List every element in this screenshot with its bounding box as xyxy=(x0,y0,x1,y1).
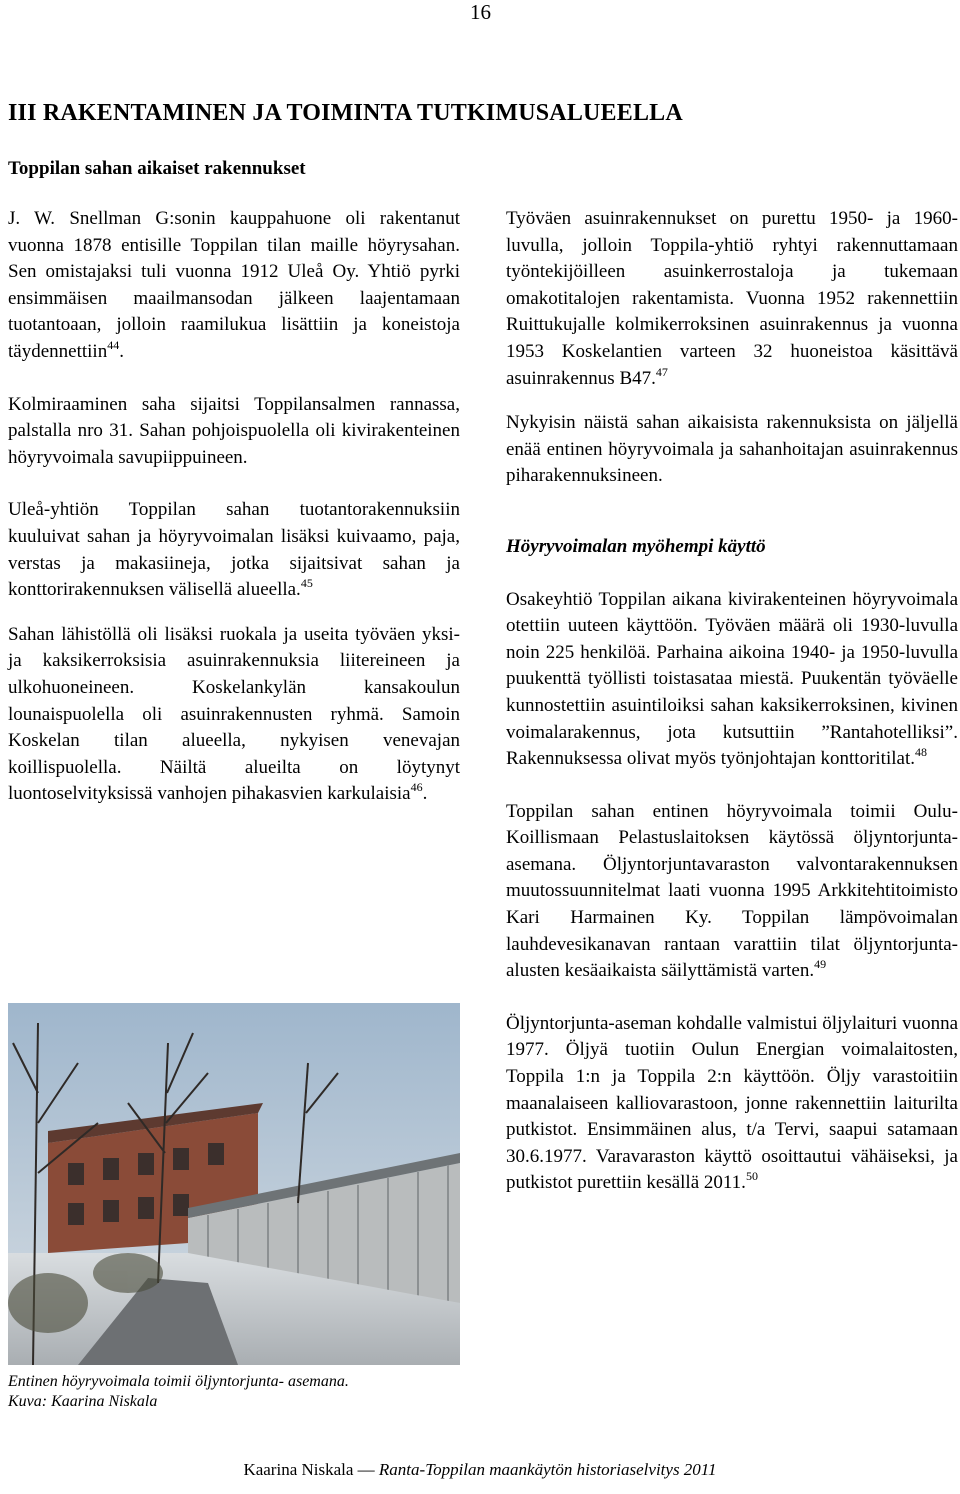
photo-steam-power-plant xyxy=(8,1003,460,1365)
paragraph: Nykyisin näistä sahan aikaisista rakennuksista on jäljellä enää entinen höyryvoimala ja sahanhoitajan asuinrakennus piharakennuksineen. xyxy=(506,412,958,487)
paragraph: J. W. Snellman G:sonin kauppahuone oli rakentanut vuonna 1878 entisille Toppilan tilan maille höyrysahan. Sen omistajaksi tuli vuonna 1912 Uleå Oy. Yhtiö pyrki ensimmäisen maailmansodan jälkeen laajentamaan tuotantoaan, jolloin raamilukua lisättiin ja koneistoja täydennettiin$^{44}$. xyxy=(8,208,460,362)
paragraph: Öljyntorjunta-aseman kohdalle valmistui öljylaituri vuonna 1977. Öljyä tuotiin Oulun Energian voimalaitosten, Toppila 1:n ja Toppila 2:n käyttöön. Öljy varastoitiin maanalaiseen kalliovarastoon, jonne rakennettiin laiturilta putkistot. Ensimmäinen alus, t/a Tervi, saapui satamaan 30.6.1977. Varavaraston käyttö osoittautui vähäiseksi, ja putkistot purettiin kesällä 2011.50 xyxy=(506,1012,958,1194)
footnote-ref: 47 xyxy=(655,364,668,379)
right-column xyxy=(506,206,958,1197)
photo-illustration xyxy=(8,1003,460,1365)
paragraph: Toppilan sahan entinen höyryvoimala toimii Oulu-Koillismaan Pelastuslaitoksen käytössä öljyntorjunta-asemana. Öljyntorjuntavaraston valvontarakennuksen muutossuunnitelmat laati vuonna 1995 Arkkitehtitoimisto Kari Harmainen Ky. Toppilan lämpövoimalan lauhdevesikanavan rantaan varattiin tilat öljyntorjunta-alusten kesäaikaista säilyttämistä varten.$^{49}$ xyxy=(506,800,958,982)
footnote-ref: 45 xyxy=(300,576,313,591)
page-footer: Kaarina Niskala — Ranta-Toppilan maankäytön historiaselvitys 2011 xyxy=(243,1460,717,1479)
paragraph: Uleå-yhtiön Toppilan sahan tuotantorakennuksiin kuuluivat sahan ja höyryvoimalan lisäksi kuivaamo, paja, verstas ja makasiineja, jotka sijaitsivat sahan ja konttorirakennuksen välisellä alueella.$^{45}$ xyxy=(8,499,460,601)
footnote-ref: 49 xyxy=(814,957,827,972)
paragraph: Työväen asuinrakennukset on purettu 1950- ja 1960-luvulla, jolloin Toppila-yhtiö ryhtyi rakennuttamaan työntekijöilleen asuinkerrostaloja ja tukemaan omakotitalojen rakentamista. Vuonna 1952 rakennettiin Ruittukujalle kolmikerroksinen asuinrakennus ja vuonna 1953 Koskelantien varteen 32 huoneistoa käsittävä asuinrakennus B47.47 xyxy=(506,208,958,389)
footnote-ref: 48 xyxy=(914,745,927,760)
section-title: Toppilan sahan aikaiset rakennukset xyxy=(8,158,306,179)
footnote-ref: 50 xyxy=(745,1169,758,1184)
paragraph: Osakeyhtiö Toppilan aikana kivirakenteinen höyryvoimala otettiin uuteen käyttöön. Työväen määrä oli 1930-luvulla noin 225 henkilöä. Parhaina aikoina 1940- ja 1950-luvulla puukenttä työllisti toistasataa miestä. Puukentän työväelle kunnostettiin asuintiloiksi sahan kaksikerroksinen, kivinen voimalarakennus, jota kutsuttiin ”Rantahotelliksi”. Rakennuksessa olivat myös työnjohtajan konttoritilat.$^{48}$ xyxy=(506,588,958,770)
left-column xyxy=(8,206,460,808)
footnote-ref: 44 xyxy=(107,337,120,352)
page-number: 16 xyxy=(470,0,491,24)
paragraph: Sahan lähistöllä oli lisäksi ruokala ja useita työväen yksi- ja kaksikerroksisia asuinrakennuksia liitereineen ja ulkohuoneineen. Koskelankylän kansakoulun lounaispuolella oli asuinrakennusten ryhmä. Samoin Koskelan tilan alueella, nykyisen venevajan koillispuolella. Näiltä alueilta on löytynyt luontoselvityksissä vanhojen pihakasvien karkulaisia$^{46}$. xyxy=(8,623,460,805)
figure-caption: Entinen höyryvoimala toimii öljyntorjunta- asemana. Kuva: Kaarina Niskala xyxy=(8,1373,349,1410)
paragraph: Kolmiraaminen saha sijaitsi Toppilansalmen rannassa, palstalla nro 31. Sahan pohjoispuolella oli kivirakenteinen höyryvoimala savupiippuineen. xyxy=(8,393,460,468)
subheading: Höyryvoimalan myöhempi käyttö xyxy=(506,535,766,557)
footnote-ref: 46 xyxy=(410,780,423,795)
chapter-title: III RAKENTAMINEN JA TOIMINTA TUTKIMUSALUEELLA xyxy=(8,100,683,126)
